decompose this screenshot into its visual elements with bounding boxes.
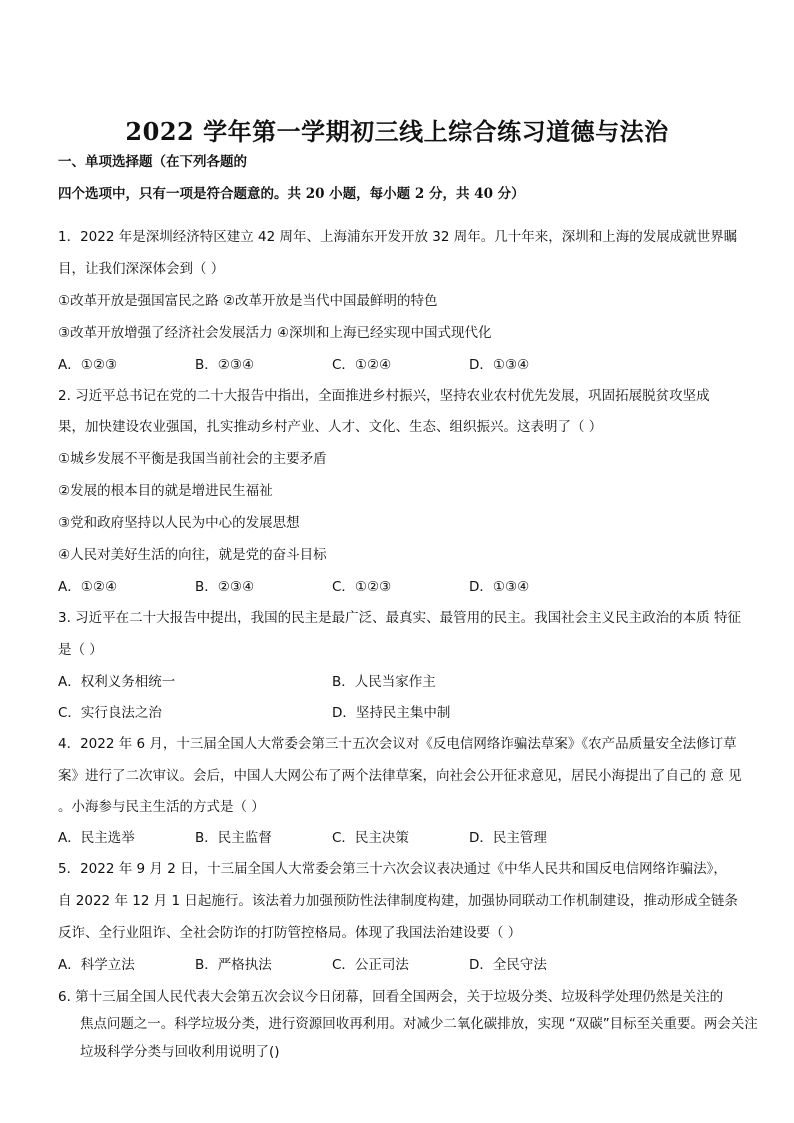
q1-option-d[interactable]: D．①③④	[469, 357, 530, 373]
q3-option-c[interactable]: C．实行良法之治	[58, 705, 162, 721]
q5-options	[58, 953, 758, 973]
q5-stem-line-3: 反诈、全行业阻诈、全社会防诈的打防管控格局。体现了我国法治建设要（ ）	[58, 925, 522, 941]
q2-stem-line-2: 果，加快建设农业强国，扎实推动乡村产业、人才、文化、生态、组织振兴。这表明了（ ）	[58, 419, 603, 435]
q5-option-d[interactable]: D．全民守法	[469, 957, 547, 973]
q4-options	[58, 826, 758, 846]
q2-option-d[interactable]: D．①③④	[469, 579, 530, 595]
q4-stem-line-2: 案》进行了二次审议。会后，中国人大网公布了两个法律草案，向社会公开征求意见，居民小海提出了自己的 意 见	[58, 768, 742, 784]
q5-option-c[interactable]: C．公正司法	[332, 957, 409, 973]
q4-option-b[interactable]: B．民主监督	[195, 830, 272, 846]
q2-statement-1: ①城乡发展不平衡是我国当前社会的主要矛盾	[58, 451, 327, 467]
q1-stem-line-2: 目，让我们深深体会到（ ）	[58, 261, 225, 277]
q2-options	[58, 575, 758, 595]
page-title: 2022 学年第一学期初三线上综合练习道德与法治	[125, 117, 669, 146]
section-instructions: 四个选项中，只有一项是符合题意的。共 20 小题，每小题 2 分，共 40 分）	[58, 186, 525, 202]
q5-option-a[interactable]: A．科学立法	[58, 957, 135, 973]
q1-statement-1: ①改革开放是强国富民之路 ②改革开放是当代中国最鲜明的特色	[58, 293, 438, 309]
q1-option-c[interactable]: C．①②④	[332, 357, 392, 373]
q4-option-d[interactable]: D．民主管理	[469, 830, 547, 846]
q5-stem-line-1: 5．2022 年 9 月 2 日，十三届全国人大常委会第三十六次会议表决通过《中华人民共和国反电信网络诈骗法》，	[58, 861, 727, 877]
q2-option-a[interactable]: A．①②④	[58, 579, 118, 595]
q4-stem-line-3: 。小海参与民主生活的方式是（ ）	[58, 799, 265, 815]
q1-stem-line-1: 1．2022 年是深圳经济特区建立 42 周年、上海浦东开发开放 32 周年。几十年来，深圳和上海的发展成就世界瞩	[58, 229, 738, 245]
q5-stem-line-2: 自 2022 年 12 月 1 日起施行。该法着力加强预防性法律制度构建，加强协同联动工作机制建设，推动形成全链条	[58, 893, 738, 909]
q1-option-b[interactable]: B．②③④	[195, 357, 255, 373]
q3-option-b[interactable]: B．人民当家作主	[332, 674, 436, 690]
q2-statement-2: ②发展的根本目的就是增进民生福祉	[58, 483, 273, 499]
q6-stem-line-1: 6. 第十三届全国人民代表大会第五次会议今日闭幕，回看全国两会，关于垃圾分类、垃圾科学处理仍然是关注的	[58, 989, 724, 1005]
q5-option-b[interactable]: B．严格执法	[195, 957, 272, 973]
q3-option-d[interactable]: D．坚持民主集中制	[332, 705, 451, 721]
q4-stem-line-1: 4．2022 年 6 月，十三届全国人大常委会第三十五次会议对《反电信网络诈骗法草案》《农产品质量安全法修订草	[58, 736, 737, 752]
section-heading: 一、单项选择题（在下列各题的	[58, 154, 247, 170]
q3-options-row-2	[58, 701, 758, 721]
q2-statement-3: ③党和政府坚持以人民为中心的发展思想	[58, 515, 300, 531]
q1-option-a[interactable]: A．①②③	[58, 357, 118, 373]
q3-stem-line-2: 是（ ）	[58, 642, 103, 658]
q1-statement-2: ③改革开放增强了经济社会发展活力 ④深圳和上海已经实现中国式现代化	[58, 325, 492, 341]
q3-option-a[interactable]: A．权利义务相统一	[58, 674, 176, 690]
q6-stem-line-3: 垃圾科学分类与回收利用说明了()	[80, 1044, 280, 1060]
q3-options-row-1	[58, 670, 758, 690]
q4-option-a[interactable]: A．民主选举	[58, 830, 135, 846]
q6-stem-line-2: 焦点问题之一。科学垃圾分类，进行资源回收再利用。对减少二氧化碳排放，实现 “双碳”目标至关重要。两会关注	[80, 1016, 758, 1032]
q2-option-b[interactable]: B．②③④	[195, 579, 255, 595]
q3-stem-line-1: 3. 习近平在二十大报告中提出，我国的民主是最广泛、最真实、最管用的民主。我国社会主义民主政治的本质 特征	[58, 610, 741, 626]
q2-option-c[interactable]: C．①②③	[332, 579, 392, 595]
q2-statement-4: ④人民对美好生活的向往，就是党的奋斗目标	[58, 547, 327, 563]
q1-options	[58, 353, 758, 373]
q2-stem-line-1: 2. 习近平总书记在党的二十大报告中指出，全面推进乡村振兴，坚持农业农村优先发展，巩固拓展脱贫攻坚成	[58, 388, 710, 404]
q4-option-c[interactable]: C．民主决策	[332, 830, 409, 846]
